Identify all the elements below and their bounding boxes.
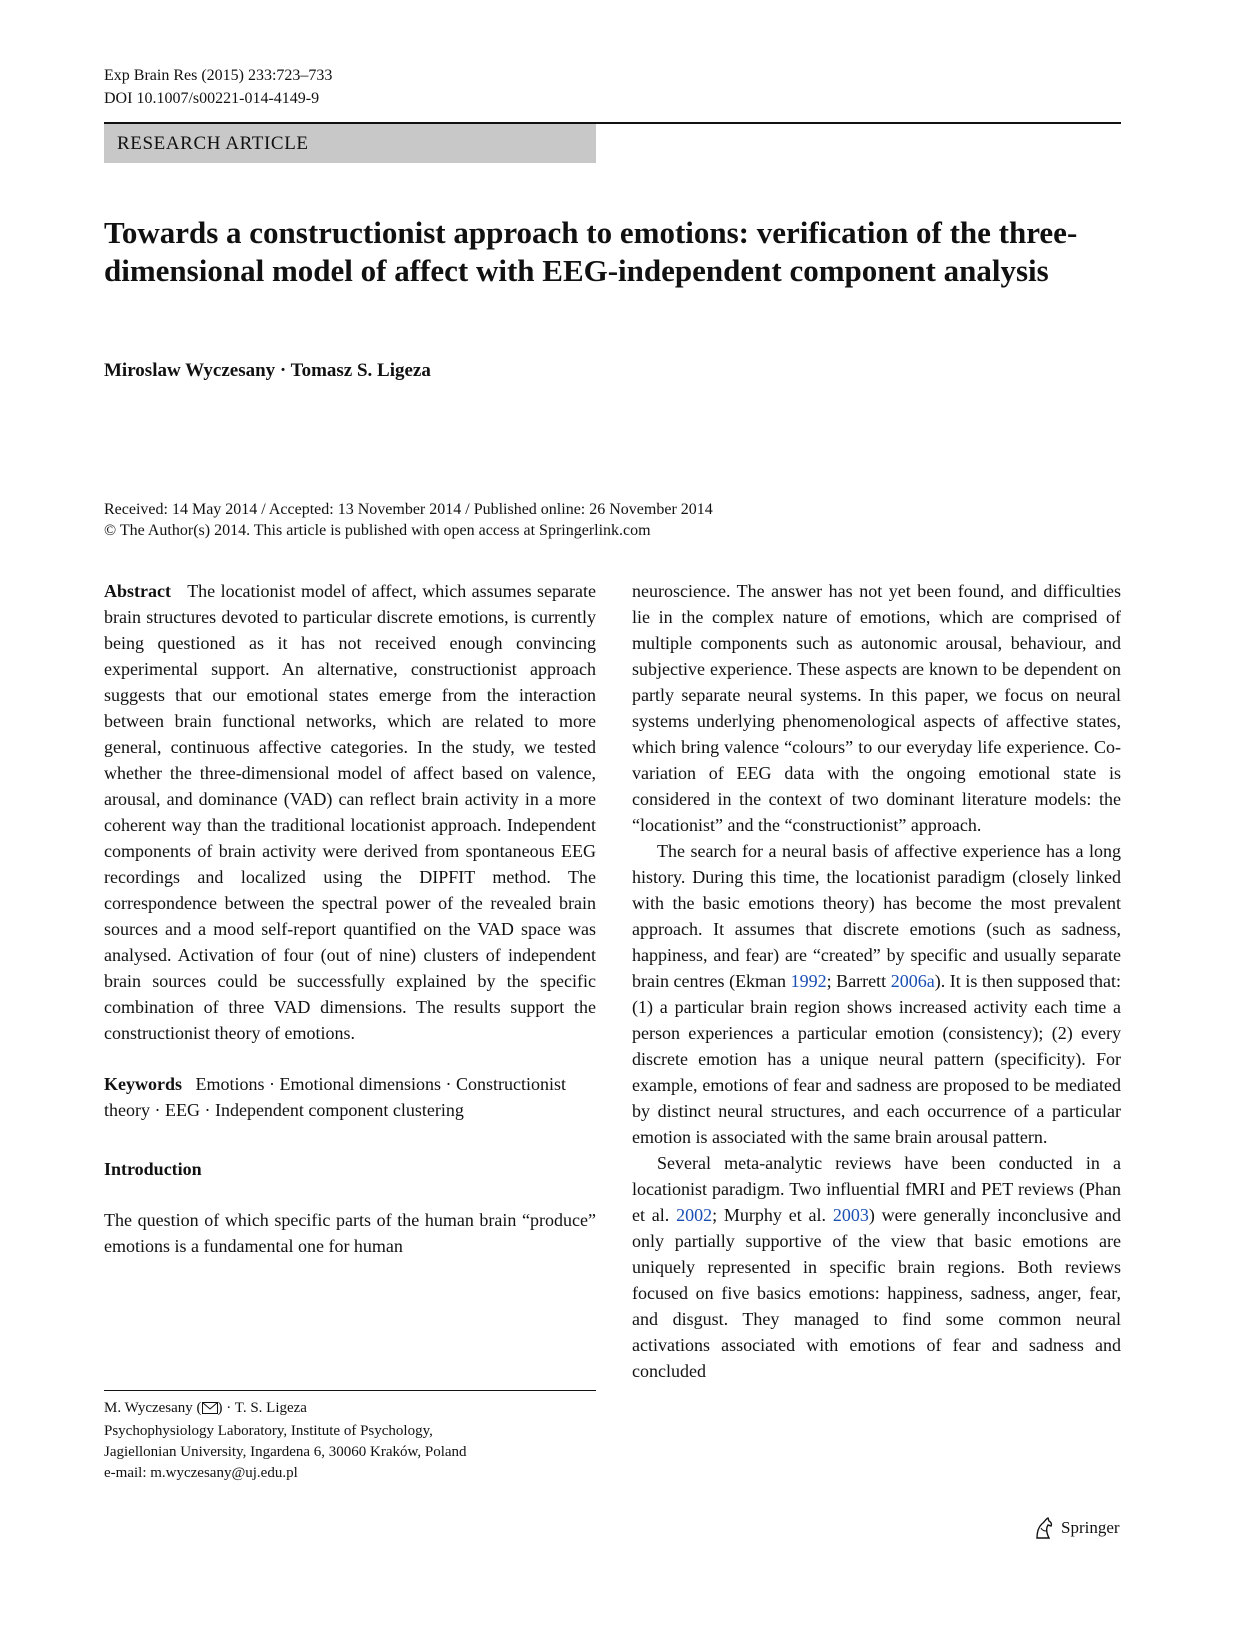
copyright-line: © The Author(s) 2014. This article is published with open access at Springerlink.com [104, 522, 651, 539]
introduction-paragraph: The question of which specific parts of the human brain “produce” emotions is a fundamental one for human [104, 1210, 596, 1256]
journal-header [104, 64, 332, 110]
left-column [104, 578, 596, 1259]
dates-line: Received: 14 May 2014 / Accepted: 13 November 2014 / Published online: 26 November 2014 [104, 501, 713, 518]
right-column [632, 578, 1121, 1384]
envelope-icon [202, 1400, 218, 1421]
body-paragraph-2: The search for a neural basis of affective experience has a long history. During this time, the locationist paradigm (closely linked with the basic emotions theory) has become the most prevalent approach. It assumes that discrete emotions (such as sadness, happiness, and fear) are “created” by specific and usually separate brain centres (Ekman 1992; Barrett 2006a). It is then supposed that: (1) a particular brain region shows increased activity each time a person experiences a particular emotion (consistency); (2) every discrete emotion has a unique neural pattern (specificity). For example, emotions of fear and sadness are proposed to be mediated by distinct neural structures, and each occurrence of a particular emotion is associated with the same brain arousal pattern. [632, 841, 1122, 1147]
springer-logo [1033, 1516, 1120, 1540]
citation-link-barrett-2006a[interactable]: 2006a [890, 971, 935, 991]
journal-citation: Exp Brain Res (2015) 233:723–733 [104, 67, 333, 84]
footnote-rule [104, 1390, 596, 1391]
journal-doi: DOI 10.1007/s00221-014-4149-9 [104, 90, 320, 107]
footnote-authors: M. Wyczesany ( ) · T. S. Ligeza [104, 1398, 596, 1421]
keywords-text: Emotions · Emotional dimensions · Constructionist theory · EEG · Independent component clustering [104, 1074, 566, 1120]
springer-horse-icon [1033, 1516, 1055, 1540]
footnote-affiliation-1: Psychophysiology Laboratory, Institute of Psychology, [104, 1423, 433, 1439]
keywords [104, 1071, 596, 1123]
article-title: Towards a constructionist approach to emotions: verification of the three-dimensional model of affect with EEG-independent component analysis [104, 215, 1078, 288]
footnote-email: e-mail: m.wyczesany@uj.edu.pl [104, 1465, 298, 1481]
article-type-banner: RESEARCH ARTICLE [104, 124, 596, 163]
keywords-label: Keywords [104, 1074, 182, 1094]
citation-link-phan-2002[interactable]: 2002 [676, 1205, 713, 1225]
publication-dates [104, 499, 713, 541]
abstract-text: The locationist model of affect, which assumes separate brain structures devoted to particular discrete emotions, is currently being questioned as it has not received enough convincing experimental support. An alternative, constructionist approach suggests that our emotional states emerge from the interaction between brain functional networks, which are related to more general, continuous affective categories. In the study, we tested whether the three-dimensional model of affect based on valence, arousal, and dominance (VAD) can reflect brain activity in a more coherent way than the traditional locationist approach. Independent components of brain activity were derived from spontaneous EEG recordings and localized using the DIPFIT method. The correspondence between the spectral power of the revealed brain sources and a mood self-report quantified on the VAD space was analysed. Activation of four (out of nine) clusters of independent brain sources could be successfully explained by the specific combination of three VAD dimensions. The results support the constructionist theory of emotions. [104, 581, 597, 1043]
body-paragraph-1: neuroscience. The answer has not yet been found, and difficulties lie in the complex nature of emotions, which are comprised of multiple components such as autonomic arousal, behaviour, and subjective experience. These aspects are known to be dependent on partly separate neural systems. In this paper, we focus on neural systems underlying phenomenological aspects of affective states, which bring valence “colours” to our everyday life experience. Co-variation of EEG data with the ongoing emotional state is considered in the context of two dominant literature models: the “locationist” and the “constructionist” approach. [632, 581, 1121, 835]
abstract-label: Abstract [104, 581, 171, 601]
abstract [104, 578, 596, 1046]
author-footnote [104, 1398, 596, 1484]
springer-wordmark: Springer [1061, 1518, 1120, 1537]
author-list: Miroslaw Wyczesany · Tomasz S. Ligeza [104, 360, 431, 381]
citation-link-murphy-2003[interactable]: 2003 [832, 1205, 869, 1225]
citation-link-ekman-1992[interactable]: 1992 [790, 971, 827, 991]
introduction-heading: Introduction [104, 1159, 202, 1179]
footnote-affiliation-2: Jagiellonian University, Ingardena 6, 30060 Kraków, Poland [104, 1444, 467, 1460]
body-paragraph-3: Several meta-analytic reviews have been conducted in a locationist paradigm. Two influential fMRI and PET reviews (Phan et al. 2002; Murphy et al. 2003) were generally inconclusive and only partially supportive of the view that basic emotions are uniquely represented in specific brain regions. Both reviews focused on five basics emotions: happiness, sadness, anger, fear, and disgust. They managed to find some common neural activations associated with emotions of fear and sadness and concluded [632, 1153, 1121, 1381]
